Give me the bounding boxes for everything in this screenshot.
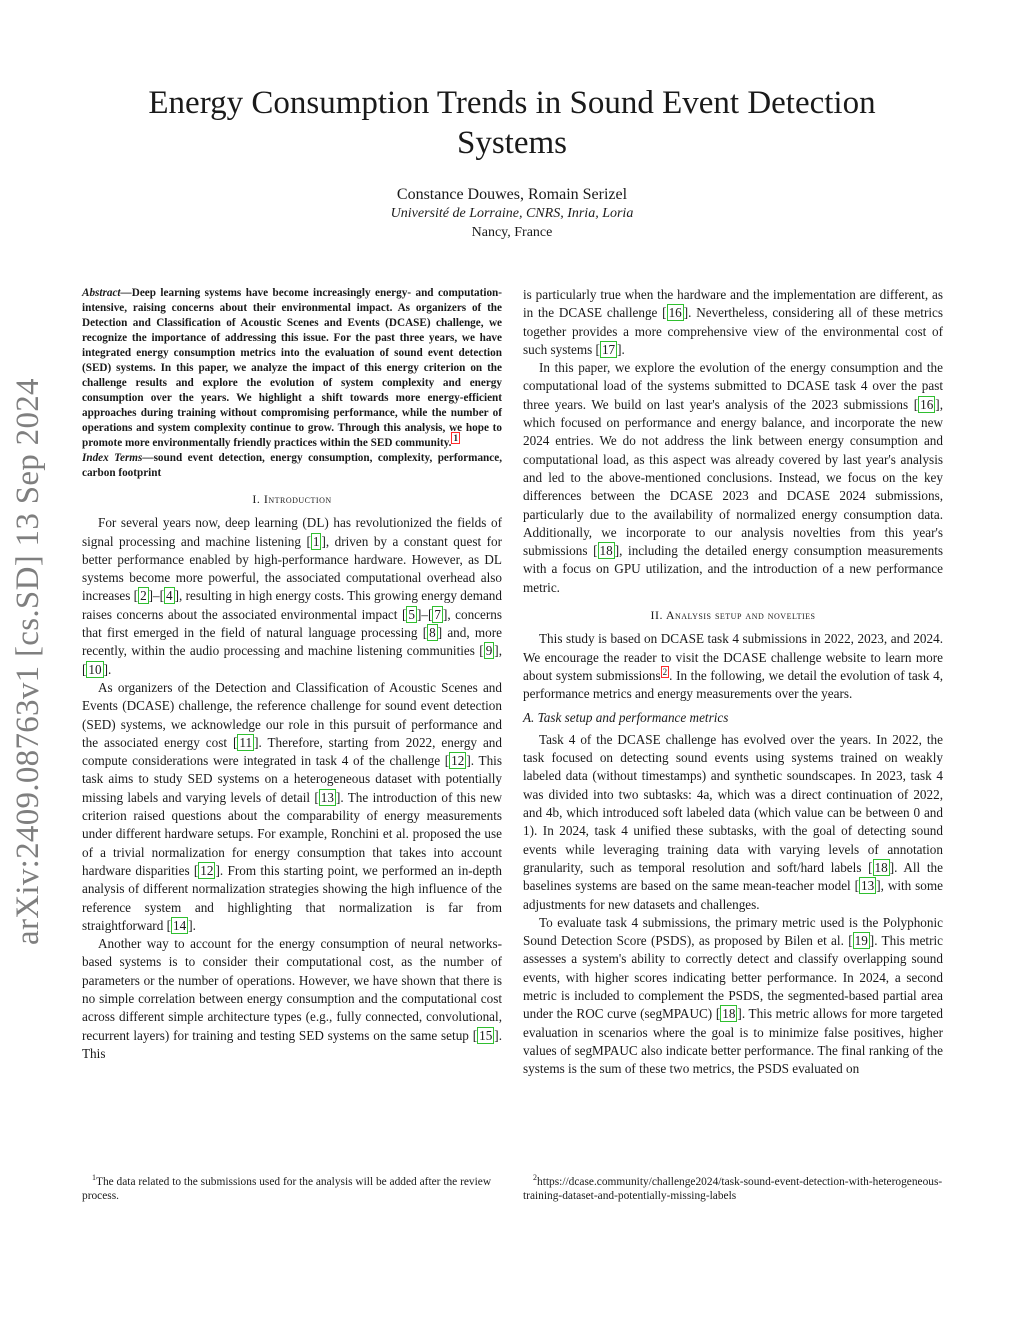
- footnote-2: $^2$https://dcase.community/challenge2024/task-sound-event-detection-with-heterogeneous-training-dataset-and-potentially-missing-labels: [523, 1173, 943, 1202]
- citation-link[interactable]: 12: [451, 753, 465, 769]
- intro-paragraph-3: Another way to account for the energy consumption of neural networks-based systems is to consider their computational cost, as the number of parameters or the number of operations. However, we have shown that there is no simple correlation between energy consumption and the computational cost across different simple architecture types (e.g., fully connected, convolutional, recurrent layers) for training and testing SED systems on the same setup [ 15 ]. This: [82, 936, 502, 1061]
- citation-link[interactable]: 19: [854, 933, 868, 949]
- citation-link[interactable]: 7: [434, 606, 441, 622]
- intro-paragraph-2: As organizers of the Detection and Classification of Acoustic Scenes and Events (DCASE) challenge, the reference challenge for sound event detection (SED) systems, we acknowledge our role in this pursuit of performance and the associated energy cost [ 11 ]. Therefore, starting from 2022, energy and compute considerations were integrated in task 4 of the challenge [ 12 ]. This task aims to study SED systems on a heterogeneous dataset with potentially missing labels and varying levels of detail [ 13 ]. The introduction of this new criterion raised questions about the comparability of energy measurements under different hardware setups. For example, Ronchini et al. proposed the use of a trivial normalization for energy consumption that takes into account hardware disparities [ 12 ]. From this starting point, we performed an in-depth analysis of different normalization strategies showing the high influence of the reference system and highlighting that normalization is far from straightforward [ 14 ].: [82, 679, 502, 933]
- citation-link[interactable]: 15: [479, 1027, 493, 1043]
- index-terms: [82, 451, 502, 481]
- footnote-link-2[interactable]: 2: [662, 666, 668, 677]
- paper-title: Energy Consumption Trends in Sound Event Detection Systems: [148, 85, 876, 161]
- section-heading-analysis: II. Analysis setup and novelties: [650, 608, 816, 623]
- section-heading-introduction: I. Introduction: [252, 492, 332, 506]
- task-paragraph-2: To evaluate task 4 submissions, the primary metric used is the Polyphonic Sound Detection Score (PSDS), as proposed by Bilen et al. [ 19 ]. This metric assesses a system's ability to correctly detect and classify overlapping sound events, with higher scores indicating better performance. In 2024, a second metric is included to complement the PSDS, the segmented-based partial area under the ROC curve (segMPAUC) [ 18 ]. This metric allows for more targeted evaluation in scenarios where the goal is to minimize false positives, higher values of segMPAUC also indicate better performance. The final ranking of the systems is the sum of these two metrics, the PSDS evaluated on: [523, 914, 944, 1077]
- arxiv-side-stamp: arXiv:2409.08763v1 [cs.SD] 13 Sep 2024: [10, 378, 46, 945]
- citation-link[interactable]: 9: [485, 643, 493, 659]
- citation-link[interactable]: 18: [599, 543, 613, 559]
- right-paragraph-1: is particularly true when the hardware and the implementation are different, as in the DCASE challenge [ 16 ]. Nevertheless, considering all of these metrics together provides a more comprehensive view of the environmental cost of such systems [ 17 ].: [523, 287, 943, 357]
- citation-link[interactable]: 11: [239, 734, 253, 750]
- citation-link[interactable]: 10: [88, 661, 102, 677]
- subsection-heading-task-setup: A. Task setup and performance metrics: [523, 709, 729, 725]
- index-terms-text: sound event detection, energy consumption, complexity, performance, carbon footprint: [82, 452, 502, 479]
- citation-link[interactable]: 8: [429, 625, 436, 641]
- citation-link[interactable]: 13: [320, 789, 334, 805]
- citation-link[interactable]: 12: [200, 862, 214, 878]
- footnote-url-link[interactable]: https://dcase.community/challenge2024/task-sound-event-detection-with-heterogeneous-training-dataset-and-potentially-missing-labels: [523, 1176, 943, 1202]
- right-paragraph-2: In this paper, we explore the evolution of the energy consumption and the computational load of the systems submitted to DCASE task 4 over the past three years. We build on last year's analysis of the 2023 submissions [ 16 ], which focused on performance and energy balance, and incorporate the new 2024 entries. We do not address the link between energy consumption and computational load, as this aspect was already covered by last year's analysis and led to the above-mentioned conclusions. Instead, we focus on the key differences between the DCASE 2023 and DCASE 2024 submissions, particularly due to the availability of normalized energy consumption data. Additionally, we incorporate to our analysis novelties from this year's submissions [ 18 ], including the detailed energy consumption measurements with a focus on GPU utilization, and the introduction of a new performance metric.: [523, 360, 943, 595]
- citation-link[interactable]: 14: [173, 917, 187, 933]
- citation-link[interactable]: 18: [722, 1006, 736, 1022]
- citation-link[interactable]: 4: [166, 588, 173, 604]
- abstract-text: Deep learning systems have become increasingly energy- and computation-intensive, raising concerns about their environmental impact. As organizers of the Detection and Classification of Acoustic Scenes and Events (DCASE) challenge, we recognize the importance of addressing this issue. For the past three years, we have integrated energy consumption metrics into the evaluation of sound event detection (SED) systems. In this paper, we analyze the impact of this energy criterion on the challenge results and explore the evolution of system complexity and energy consumption over the years. We highlight a shift towards more energy-efficient approaches during training without compromising performance, while the number of operations and system complexity continue to grow. Through this analysis, we hope to promote more environmentally friendly practices within the SED community.: [82, 287, 502, 449]
- abstract: [82, 286, 502, 451]
- citation-link[interactable]: 17: [601, 341, 616, 357]
- citation-link[interactable]: 5: [408, 606, 415, 622]
- footnote-link-1[interactable]: 1: [453, 433, 458, 444]
- citation-link[interactable]: 18: [874, 859, 888, 875]
- citation-link[interactable]: 16: [668, 305, 682, 321]
- analysis-paragraph-1: This study is based on DCASE task 4 submissions in 2022, 2023, and 2024. We encourage the reader to visit the DCASE challenge website to learn more about system submissions $^2$ . In the following, we detail the evolution of task 4, performance metrics and energy measurements over the years.: [523, 631, 943, 702]
- abstract-label: Abstract—: [82, 287, 132, 299]
- task-paragraph-1: Task 4 of the DCASE challenge has evolved over the years. In 2022, the task focused on detecting sound events using systems trained on weakly labeled data (without timestamps) and synthetic soundscapes. In 2023, task 4 was divided into two subtasks: 4a, which was a direct continuation of 2022, and 4b, which introduced soft labeled data (which value can be between 0 and 1). In 2024, task 4 unified these subtasks, with the goal of detecting sound events while leveraging training data with varying levels of annotation granularity, such as temporal resolution and soft/hard labels [ 18 ]. All the baselines systems are based on the same mean-teacher model [ 13 ], with some adjustments for new datasets and challenges.: [523, 731, 943, 912]
- right-column: [523, 286, 943, 1078]
- intro-paragraph-1: For several years now, deep learning (DL) has revolutionized the fields of signal processing and machine listening [ 1 ], driven by a constant quest for better performance enabled by high-performance hardware. However, as DL systems become more powerful, the associated computational overhead also increases [ 2 ]–[ 4 ], resulting in high energy costs. This growing energy demand raises concerns about the associated environmental impact [ 5 ]–[ 7 ], concerns that first emerged in the field of natural language processing [ 8 ] and, more recently, within the audio processing and machine listening communities [ 9 ], [ 10 ].: [82, 515, 503, 677]
- author-list: Constance Douwes, Romain Serizel: [396, 186, 628, 203]
- citation-link[interactable]: 2: [140, 588, 147, 604]
- left-column: [82, 286, 502, 1063]
- citation-link[interactable]: 16: [920, 396, 934, 412]
- footnote-1: $^1$The data related to the submissions used for the analysis will be added after the review process.: [82, 1173, 492, 1202]
- location: Nancy, France: [471, 225, 553, 240]
- affiliation: Université de Lorraine, CNRS, Inria, Loria: [390, 206, 634, 221]
- citation-link[interactable]: 1: [312, 533, 320, 549]
- index-terms-label: Index Terms—: [82, 452, 154, 464]
- citation-link[interactable]: 13: [861, 878, 875, 894]
